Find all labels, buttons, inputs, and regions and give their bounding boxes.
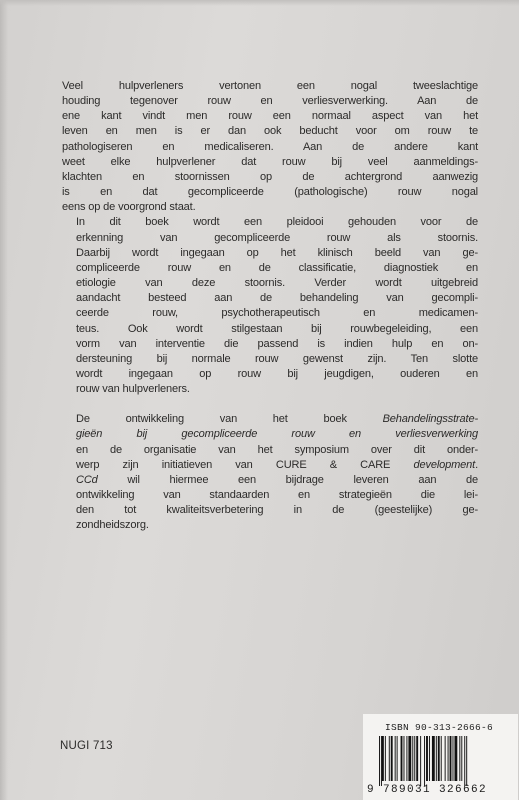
ean-number: 9 789031 326662 [367,784,488,796]
blurb-line: pathologiseren en medicaliseren. Aan de andere kant [62,140,478,153]
spine-shadow [0,0,8,800]
blurb-line: gieën bij gecompliceerde rouw en verliesverwerking [76,428,478,441]
barcode-bar [391,736,393,781]
blurb-line: aandacht besteed aan de behandeling van gecompli- [76,292,478,305]
blurb-line: wordt ingegaan op rouw bij jeugdigen, ouderen en [76,367,478,380]
barcode-bar [461,736,462,781]
top-edge-shadow [0,0,519,6]
barcode-bar [401,736,403,781]
blurb-line: Veel hulpverleners vertonen een nogal tweeslachtige [62,80,478,92]
back-cover-blurb [62,79,478,534]
barcode-bar [454,736,457,781]
blurb-paragraph-2 [62,215,478,397]
barcode-bar [441,736,442,781]
blurb-line: is en dat gecompliceerde (pathologische) rouw nogal [62,186,478,199]
barcode-bar [404,736,405,781]
blurb-paragraph-3 [62,412,478,533]
barcode-bar [436,736,437,781]
blurb-line: dersteuning bij normale rouw gewenst zijn. Ten slotte [76,352,478,365]
blurb-line: eens op de voorgrond staat. [62,201,196,214]
barcode-bar [438,736,440,781]
blurb-line: CCd wil hiermee een bijdrage leveren aan de [76,473,478,486]
blurb-line: rouw van hulpverleners. [76,383,190,396]
blurb-line: ontwikkeling van standaarden en strategieën die lei- [76,489,478,502]
blurb-line: compliceerde rouw en de classificatie, diagnostiek en [76,261,478,274]
barcode-bar [381,736,382,786]
blurb-line: den tot kwaliteitsverbetering in de (geestelijke) ge- [76,504,478,517]
blurb-line: etiologie van deze stoornis. Verder wordt uitgebreid [76,277,478,290]
barcode-bar [416,736,418,781]
barcode-bar [412,736,413,781]
barcode-bars [377,736,507,786]
barcode-bar [466,736,467,786]
nugi-code: NUGI 713 [60,740,113,752]
barcode-bar [445,736,446,781]
barcode-bar [450,736,452,781]
barcode-bar [424,736,425,786]
barcode-bar [382,736,384,781]
barcode-bar [420,736,421,786]
blurb-line: In dit boek wordt een pleidooi gehouden voor de [76,216,478,229]
barcode-bar [395,736,396,781]
blurb-line: erkenning van gecompliceerde rouw als stoornis. [76,231,478,244]
blurb-line: houding tegenover rouw en verliesverwerking. Aan de [62,95,478,108]
blurb-line: ceerde rouw, psychotherapeutisch en medicamen- [76,307,478,320]
blurb-line: zondheidszorg. [76,519,149,532]
blurb-line: klachten en stoornissen op de achtergrond aanwezig [62,170,478,183]
barcode-bar [429,736,430,781]
barcode-bar [432,736,435,781]
blurb-line: vorm van interventie die passend is indien hulp en on- [76,337,478,350]
barcode-bar [414,736,415,781]
blurb-line: en de organisatie van het symposium over dit onder- [76,443,478,456]
barcode-bar [448,736,449,781]
blurb-line: De ontwikkeling van het boek Behandelingsstrate- [76,413,478,426]
blurb-line: Daarbij wordt ingegaan op het klinisch beeld van ge- [76,246,478,259]
blurb-line: weet elke hulpverlener dat rouw bij veel aanmeldings- [62,155,478,168]
blurb-paragraph-1 [62,79,478,215]
barcode-bar [385,736,386,781]
isbn-label: ISBN 90-313-2666-6 [385,722,494,733]
barcode-bar [389,736,390,781]
barcode-bar [453,736,454,781]
blurb-line: leven en men is er dan ook beducht voor om rouw te [62,125,478,138]
barcode-bar [464,736,465,786]
barcode-bar [379,736,380,786]
barcode-bar [406,736,407,781]
barcode-bar [397,736,398,781]
barcode-bar [408,736,411,781]
blurb-line: ene kant vindt men rouw een normaal aspect van het [62,110,478,123]
blurb-line: teus. Ook wordt stilgestaan bij rouwbegeleiding, een [76,322,478,335]
barcode-bar [459,736,460,781]
blurb-line: werp zijn initiatieven van CURE & CARE development. [76,458,478,471]
barcode-panel [363,714,518,800]
barcode-bar [426,736,428,781]
